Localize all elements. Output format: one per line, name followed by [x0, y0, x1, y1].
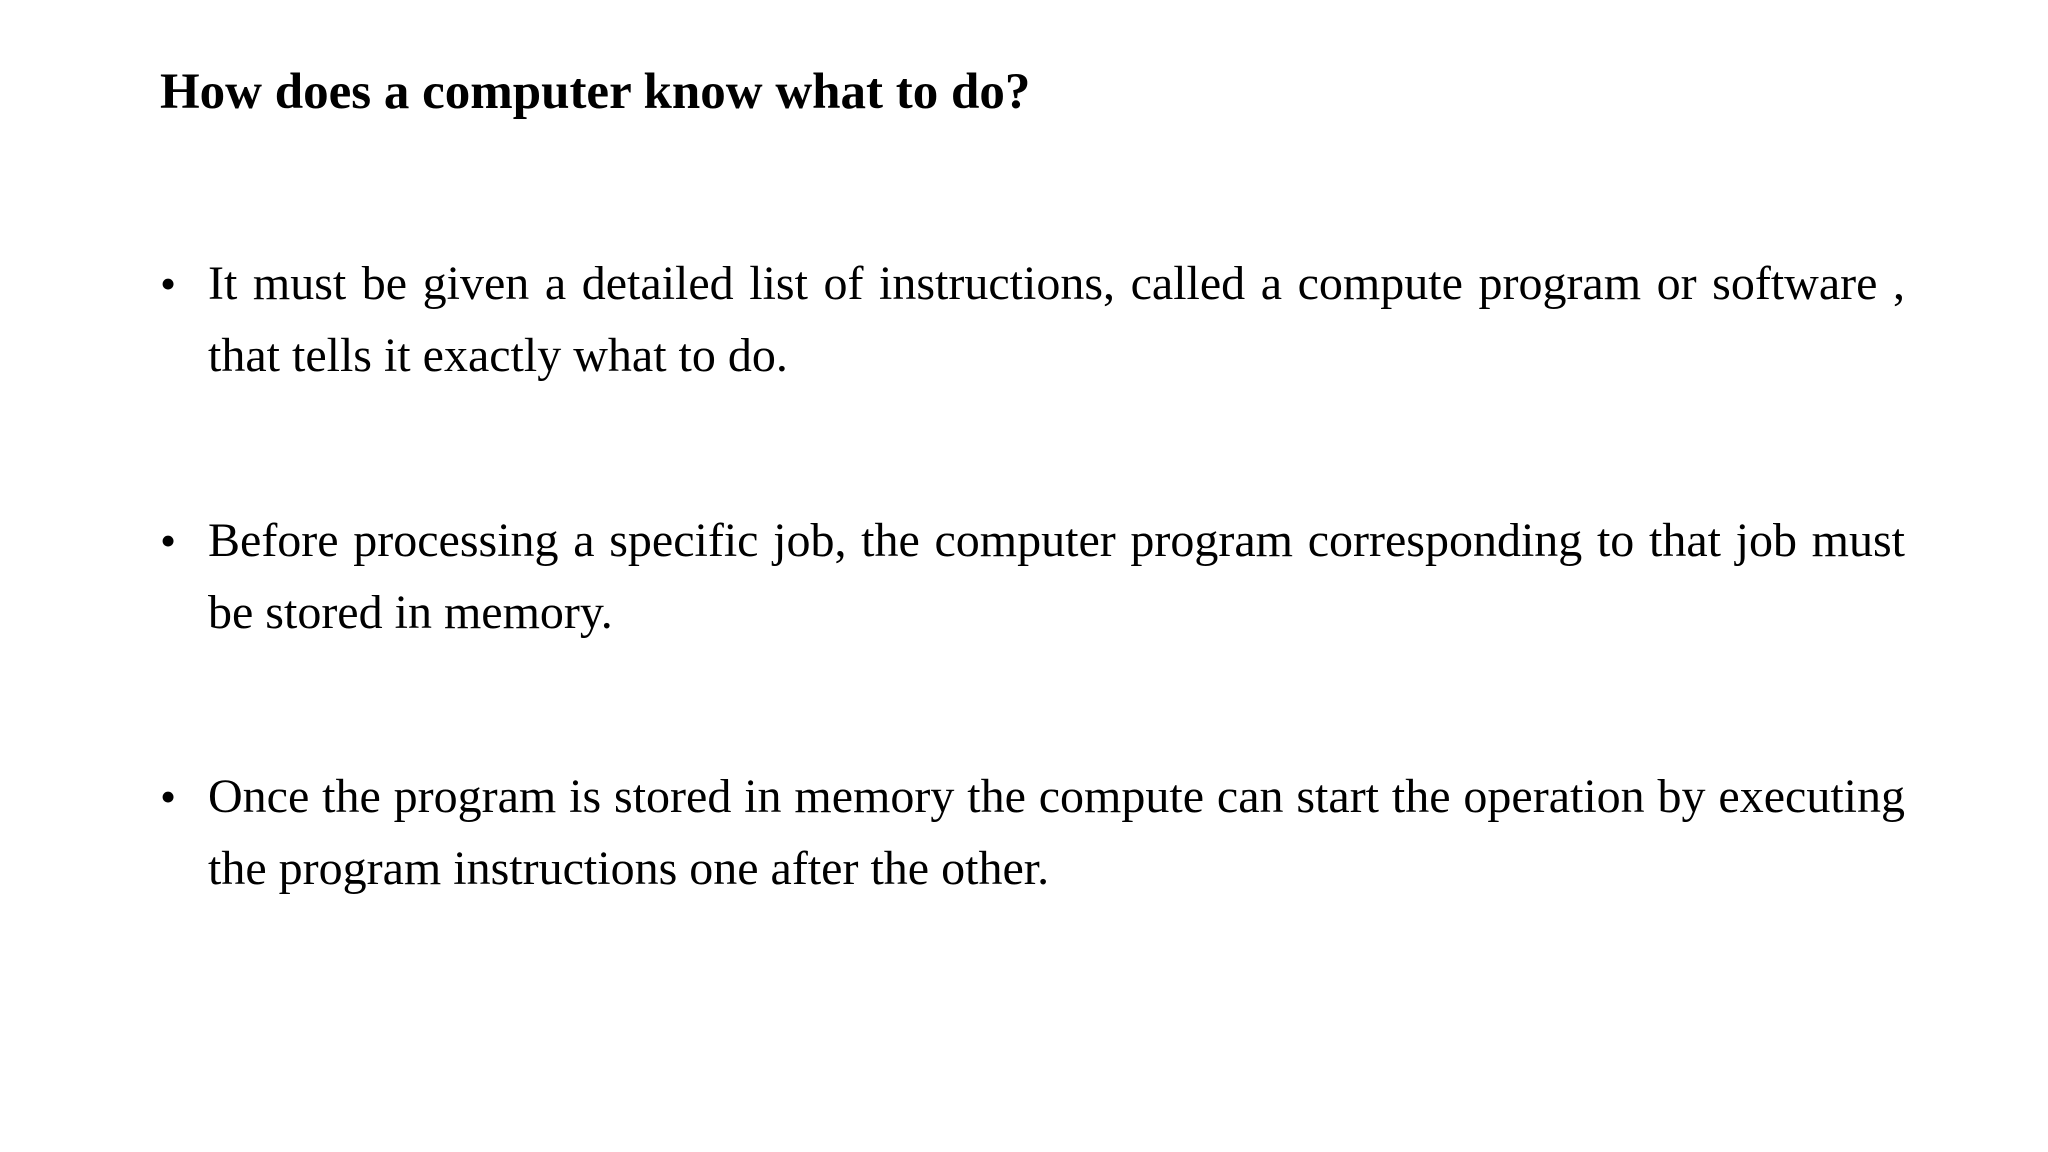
bullet-item: [160, 248, 1905, 392]
bullet-item: [160, 761, 1905, 905]
bullet-dot-icon: •: [160, 515, 177, 566]
bullet-text: Before processing a specific job, the computer program corresponding to that job must be stored in memory.: [208, 514, 1905, 639]
bullet-text: Once the program is stored in memory the compute can start the operation by executing the program instructions one after the other.: [208, 770, 1905, 895]
bullet-text: It must be given a detailed list of instructions, called a compute program or software , that tells it exactly what to do.: [208, 257, 1905, 382]
bullet-dot-icon: •: [160, 258, 177, 309]
bullet-item: [160, 505, 1905, 649]
slide-title: How does a computer know what to do?: [160, 64, 1031, 120]
bullet-dot-icon: •: [160, 771, 177, 822]
